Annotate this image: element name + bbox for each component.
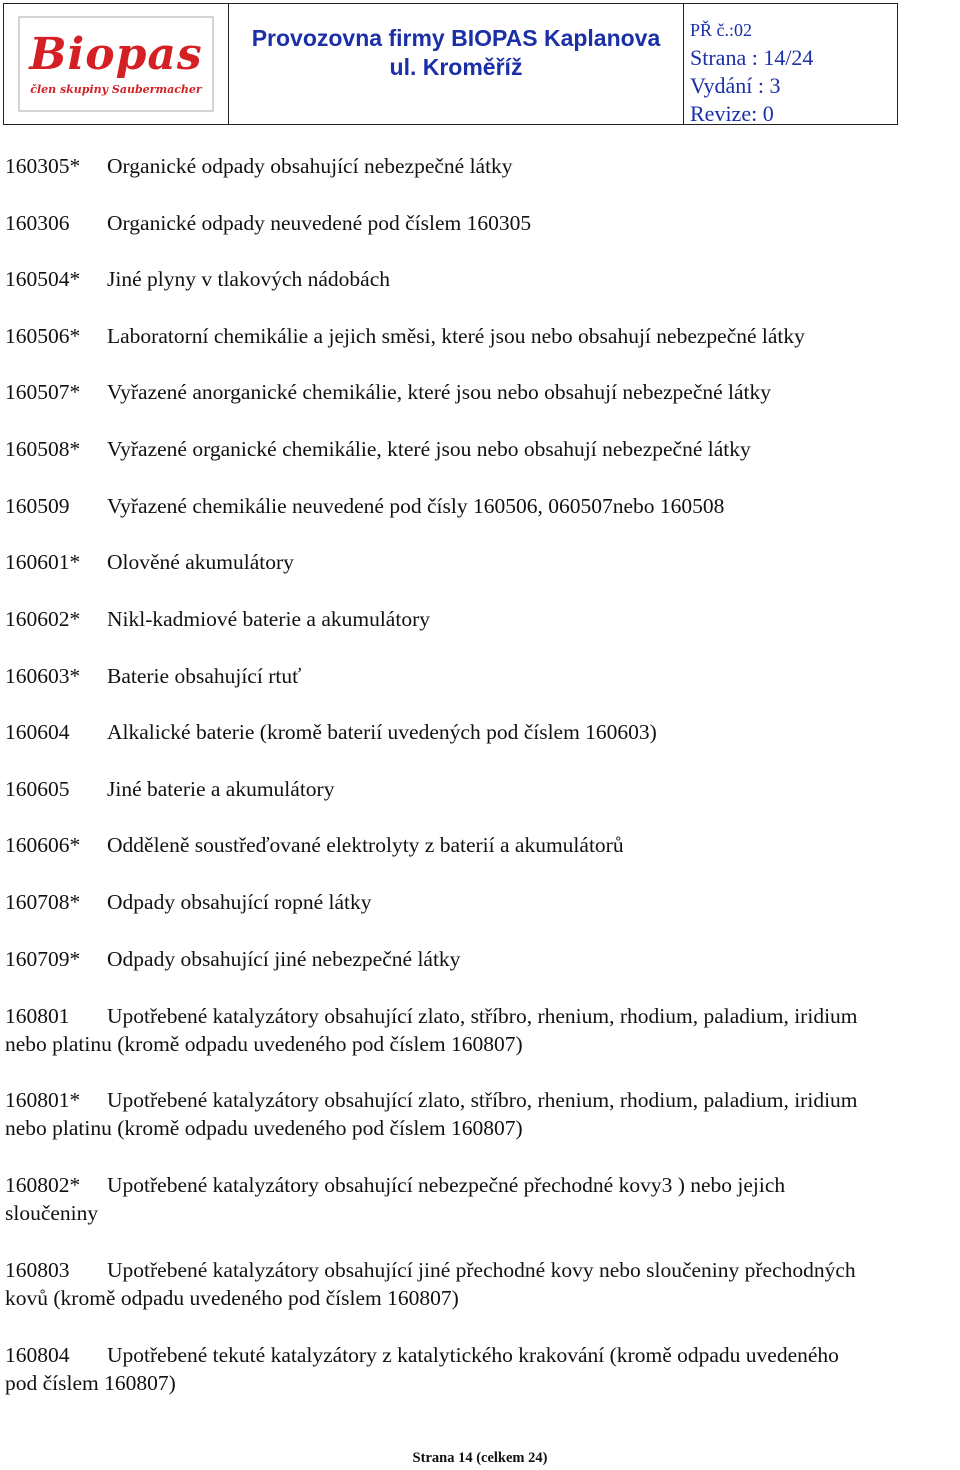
waste-description: Baterie obsahující rtuť bbox=[107, 664, 302, 688]
waste-code: 160601* bbox=[5, 550, 81, 574]
waste-description: Odděleně soustřeďované elektrolyty z baterií a akumulátorů bbox=[107, 833, 624, 857]
page-indicator: Strana : 14/24 bbox=[690, 45, 814, 70]
waste-code: 160506* bbox=[5, 324, 81, 348]
title-line-1: Provozovna firmy BIOPAS Kaplanova bbox=[251, 25, 661, 51]
header-info bbox=[684, 4, 897, 124]
doc-reference: PŘ č.:02 bbox=[690, 20, 753, 40]
list-item bbox=[5, 605, 960, 633]
list-item bbox=[5, 1086, 960, 1142]
waste-description-continued: sloučeniny bbox=[5, 1201, 99, 1225]
waste-code: 160602* bbox=[5, 607, 81, 631]
waste-code: 160306 bbox=[5, 211, 70, 235]
waste-description: Organické odpady neuvedené pod číslem 160305 bbox=[107, 211, 532, 235]
waste-description: Upotřebené katalyzátory obsahující jiné přechodné kovy nebo sloučeniny přechodných bbox=[107, 1258, 856, 1282]
waste-description-continued: nebo platinu (kromě odpadu uvedeného pod číslem 160807) bbox=[5, 1032, 523, 1056]
waste-code: 160804 bbox=[5, 1343, 70, 1367]
list-item bbox=[5, 152, 960, 180]
company-logo bbox=[18, 16, 214, 112]
title-line-2: ul. Kroměříž bbox=[389, 54, 523, 80]
list-item bbox=[5, 1256, 960, 1312]
waste-code: 160507* bbox=[5, 380, 81, 404]
list-item bbox=[5, 1341, 960, 1397]
logo-cell bbox=[4, 4, 229, 124]
list-item bbox=[5, 492, 960, 520]
list-item bbox=[5, 662, 960, 690]
revision: Revize: 0 bbox=[690, 101, 774, 126]
page-footer: Strana 14 (celkem 24) bbox=[412, 1450, 548, 1466]
list-item bbox=[5, 945, 960, 973]
waste-description: Jiné baterie a akumulátory bbox=[107, 777, 335, 801]
list-item bbox=[5, 435, 960, 463]
document-header bbox=[3, 3, 898, 125]
waste-description: Upotřebené katalyzátory obsahující zlato, stříbro, rhenium, rhodium, paladium, iridium bbox=[107, 1004, 858, 1028]
waste-description: Nikl-kadmiové baterie a akumulátory bbox=[107, 607, 430, 631]
waste-code: 160604 bbox=[5, 720, 70, 744]
waste-code: 160801* bbox=[5, 1088, 81, 1112]
waste-description: Organické odpady obsahující nebezpečné látky bbox=[107, 154, 513, 178]
waste-description: Upotřebené tekuté katalyzátory z katalytického krakování (kromě odpadu uvedeného bbox=[107, 1343, 839, 1367]
waste-description: Alkalické baterie (kromě baterií uvedených pod číslem 160603) bbox=[107, 720, 657, 744]
list-item bbox=[5, 1171, 960, 1227]
waste-description: Vyřazené chemikálie neuvedené pod čísly 160506, 060507nebo 160508 bbox=[107, 494, 725, 518]
list-item bbox=[5, 322, 960, 350]
waste-description: Upotřebené katalyzátory obsahující nebezpečné přechodné kovy3 ) nebo jejich bbox=[107, 1173, 786, 1197]
header-title bbox=[229, 4, 684, 124]
logo-word: Biopas bbox=[29, 28, 203, 80]
waste-description: Vyřazené organické chemikálie, které jsou nebo obsahují nebezpečné látky bbox=[107, 437, 751, 461]
list-item bbox=[5, 378, 960, 406]
waste-code: 160509 bbox=[5, 494, 70, 518]
list-item bbox=[5, 718, 960, 746]
waste-description: Odpady obsahující ropné látky bbox=[107, 890, 372, 914]
list-item bbox=[5, 831, 960, 859]
waste-code: 160504* bbox=[5, 267, 81, 291]
waste-description: Vyřazené anorganické chemikálie, které jsou nebo obsahují nebezpečné látky bbox=[107, 380, 772, 404]
list-item bbox=[5, 888, 960, 916]
edition: Vydání : 3 bbox=[690, 73, 781, 98]
waste-code: 160603* bbox=[5, 664, 81, 688]
waste-description: Odpady obsahující jiné nebezpečné látky bbox=[107, 947, 461, 971]
list-item bbox=[5, 548, 960, 576]
waste-description-continued: nebo platinu (kromě odpadu uvedeného pod číslem 160807) bbox=[5, 1116, 523, 1140]
waste-code: 160605 bbox=[5, 777, 70, 801]
list-item bbox=[5, 775, 960, 803]
waste-code: 160709* bbox=[5, 947, 81, 971]
waste-code: 160708* bbox=[5, 890, 81, 914]
waste-code: 160606* bbox=[5, 833, 81, 857]
waste-code: 160305* bbox=[5, 154, 81, 178]
waste-description: Olověné akumulátory bbox=[107, 550, 294, 574]
logo-tagline: člen skupiny Saubermacher bbox=[30, 82, 202, 96]
waste-code: 160802* bbox=[5, 1173, 81, 1197]
waste-code: 160803 bbox=[5, 1258, 70, 1282]
list-item bbox=[5, 1002, 960, 1058]
waste-description-continued: pod číslem 160807) bbox=[5, 1371, 176, 1395]
list-item bbox=[5, 209, 960, 237]
list-item bbox=[5, 265, 960, 293]
waste-description: Upotřebené katalyzátory obsahující zlato, stříbro, rhenium, rhodium, paladium, iridium bbox=[107, 1088, 858, 1112]
waste-description: Jiné plyny v tlakových nádobách bbox=[107, 267, 391, 291]
waste-description: Laboratorní chemikálie a jejich směsi, které jsou nebo obsahují nebezpečné látky bbox=[107, 324, 805, 348]
waste-description-continued: kovů (kromě odpadu uvedeného pod číslem 160807) bbox=[5, 1286, 459, 1310]
waste-code: 160508* bbox=[5, 437, 81, 461]
waste-code: 160801 bbox=[5, 1004, 70, 1028]
